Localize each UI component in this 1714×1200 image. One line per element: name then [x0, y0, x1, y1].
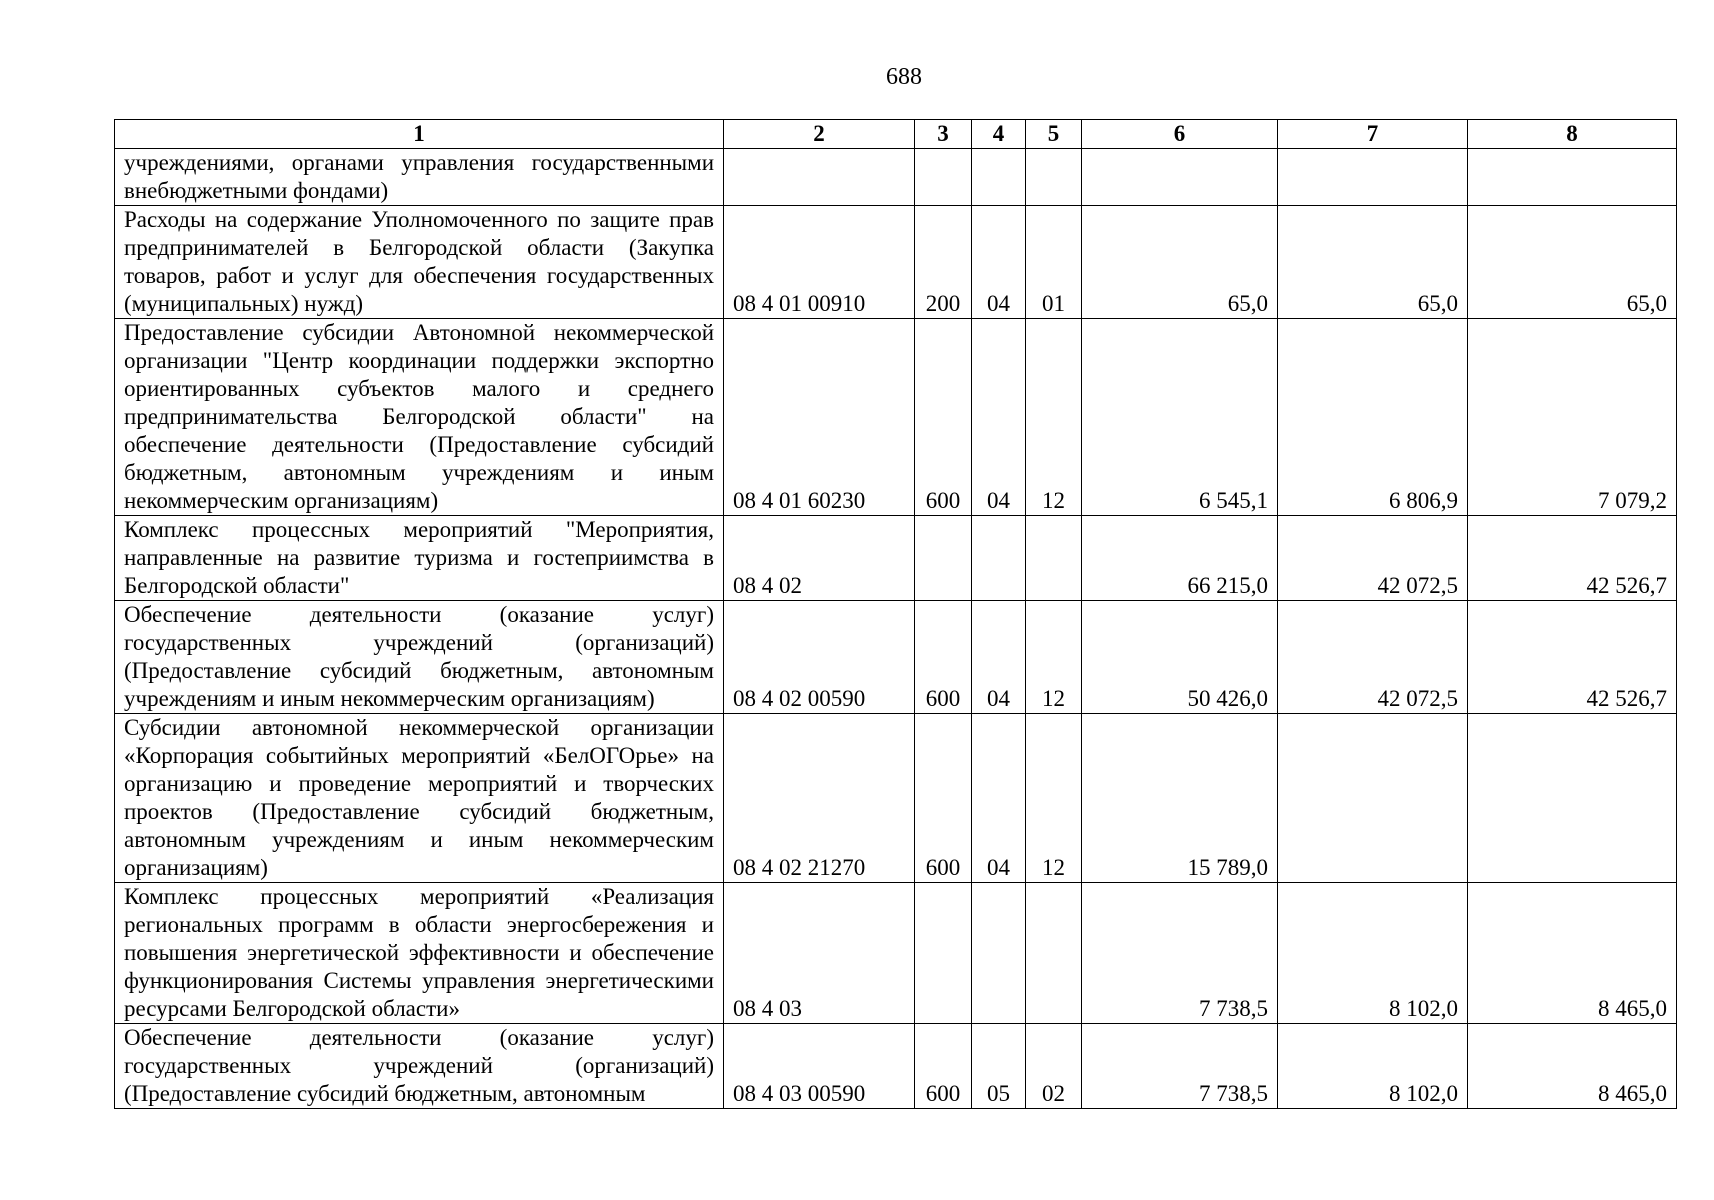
- row-col3: [915, 516, 972, 601]
- row-description: Обеспечение деятельности (оказание услуг) государственных учреждений (организаций) (Предоставление субсидий бюджетным, автономным учреждениям и иным некоммерческим организациям): [115, 601, 724, 714]
- row-col3: 600: [915, 1024, 972, 1109]
- table-row: [115, 1024, 1677, 1109]
- row-col4: [972, 883, 1026, 1024]
- row-col5: [1026, 149, 1082, 206]
- row-value-7: 42 072,5: [1278, 601, 1468, 714]
- row-value-8: [1468, 149, 1677, 206]
- row-value-8: 65,0: [1468, 206, 1677, 319]
- row-value-6: 7 738,5: [1082, 883, 1278, 1024]
- row-col3: [915, 883, 972, 1024]
- row-col5: 12: [1026, 601, 1082, 714]
- table-row: [115, 883, 1677, 1024]
- row-code: 08 4 02 00590: [724, 601, 915, 714]
- row-code: 08 4 02 21270: [724, 714, 915, 883]
- row-col4: [972, 149, 1026, 206]
- table-body: [115, 149, 1677, 1109]
- row-value-6: 66 215,0: [1082, 516, 1278, 601]
- table-row: [115, 319, 1677, 516]
- row-col4: 04: [972, 601, 1026, 714]
- row-col4: 04: [972, 714, 1026, 883]
- row-value-7: 65,0: [1278, 206, 1468, 319]
- column-header: 2: [724, 120, 915, 149]
- row-code: 08 4 03: [724, 883, 915, 1024]
- row-description: Обеспечение деятельности (оказание услуг) государственных учреждений (организаций) (Предоставление субсидий бюджетным, автономным: [115, 1024, 724, 1109]
- column-header: 4: [972, 120, 1026, 149]
- table-row: [115, 714, 1677, 883]
- row-col5: 01: [1026, 206, 1082, 319]
- column-header: 3: [915, 120, 972, 149]
- row-value-8: 8 465,0: [1468, 1024, 1677, 1109]
- row-col3: 200: [915, 206, 972, 319]
- row-code: 08 4 01 00910: [724, 206, 915, 319]
- row-col4: 04: [972, 319, 1026, 516]
- row-col3: [915, 149, 972, 206]
- table-row: [115, 601, 1677, 714]
- row-value-7: 8 102,0: [1278, 883, 1468, 1024]
- row-value-6: 6 545,1: [1082, 319, 1278, 516]
- column-header: 8: [1468, 120, 1677, 149]
- row-col3: 600: [915, 319, 972, 516]
- row-value-7: 6 806,9: [1278, 319, 1468, 516]
- row-value-6: [1082, 149, 1278, 206]
- row-col5: 12: [1026, 714, 1082, 883]
- row-description: Комплекс процессных мероприятий "Мероприятия, направленные на развитие туризма и гостеприимства в Белгородской области": [115, 516, 724, 601]
- table-row: [115, 516, 1677, 601]
- row-value-8: 7 079,2: [1468, 319, 1677, 516]
- row-value-7: 8 102,0: [1278, 1024, 1468, 1109]
- page-number: 688: [886, 64, 922, 90]
- row-description: Субсидии автономной некоммерческой организации «Корпорация событийных мероприятий «БелОГОрье» на организацию и проведение мероприятий и творческих проектов (Предоставление субсидий бюджетным, автономным учреждениям и иным некоммерческим организациям): [115, 714, 724, 883]
- row-value-8: 42 526,7: [1468, 601, 1677, 714]
- row-description: Расходы на содержание Уполномоченного по защите прав предпринимателей в Белгородской области (Закупка товаров, работ и услуг для обеспечения государственных (муниципальных) нужд): [115, 206, 724, 319]
- row-value-8: [1468, 714, 1677, 883]
- table-row: [115, 149, 1677, 206]
- table-header-row: [115, 120, 1677, 149]
- row-col3: 600: [915, 601, 972, 714]
- row-code: [724, 149, 915, 206]
- row-description: Предоставление субсидии Автономной некоммерческой организации "Центр координации поддержки экспортно ориентированных субъектов малого и среднего предпринимательства Белгородской области" на обеспечение деятельности (Предоставление субсидий бюджетным, автономным учреждениям и иным некоммерческим организациям): [115, 319, 724, 516]
- row-col5: 02: [1026, 1024, 1082, 1109]
- row-col5: [1026, 883, 1082, 1024]
- row-value-6: 15 789,0: [1082, 714, 1278, 883]
- row-col3: 600: [915, 714, 972, 883]
- row-value-7: [1278, 714, 1468, 883]
- row-description: учреждениями, органами управления государственными внебюджетными фондами): [115, 149, 724, 206]
- column-header: 1: [115, 120, 724, 149]
- row-code: 08 4 01 60230: [724, 319, 915, 516]
- budget-table: [114, 119, 1677, 1109]
- column-header: 5: [1026, 120, 1082, 149]
- row-value-7: [1278, 149, 1468, 206]
- row-col5: [1026, 516, 1082, 601]
- row-value-6: 7 738,5: [1082, 1024, 1278, 1109]
- row-col5: 12: [1026, 319, 1082, 516]
- row-value-6: 50 426,0: [1082, 601, 1278, 714]
- row-value-8: 8 465,0: [1468, 883, 1677, 1024]
- row-code: 08 4 03 00590: [724, 1024, 915, 1109]
- row-col4: 04: [972, 206, 1026, 319]
- column-header: 6: [1082, 120, 1278, 149]
- row-value-7: 42 072,5: [1278, 516, 1468, 601]
- row-code: 08 4 02: [724, 516, 915, 601]
- row-col4: 05: [972, 1024, 1026, 1109]
- row-col4: [972, 516, 1026, 601]
- row-value-8: 42 526,7: [1468, 516, 1677, 601]
- table-row: [115, 206, 1677, 319]
- row-value-6: 65,0: [1082, 206, 1278, 319]
- row-description: Комплекс процессных мероприятий «Реализация региональных программ в области энергосбережения и повышения энергетической эффективности и обеспечение функционирования Системы управления энергетическими ресурсами Белгородской области»: [115, 883, 724, 1024]
- column-header: 7: [1278, 120, 1468, 149]
